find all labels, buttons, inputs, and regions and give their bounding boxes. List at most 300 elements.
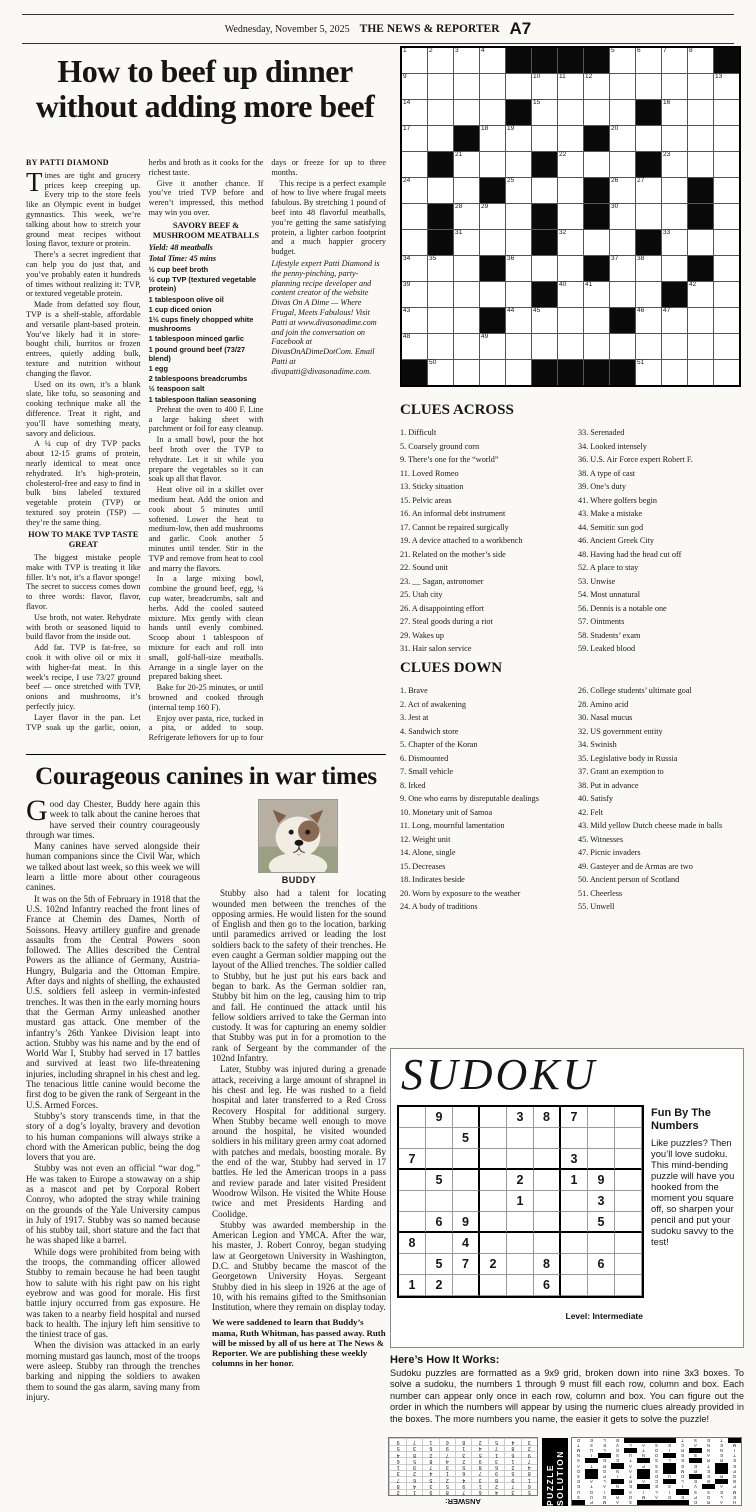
- sudoku-answer-cell: 8: [504, 1445, 520, 1451]
- clues-down-title: CLUES DOWN: [400, 660, 503, 676]
- clue-item: 54. Most unnatural: [578, 590, 641, 599]
- crossword-answer-cell: R: [702, 1500, 715, 1505]
- sudoku-answer-cell: 6: [439, 1438, 455, 1444]
- crossword-answer-cell: [663, 1464, 676, 1469]
- crossword-cell: [506, 282, 531, 307]
- crossword-answer-cell: B: [702, 1479, 715, 1484]
- crossword-cell: [636, 308, 661, 333]
- puzzle-solution-banner: PUZZLE SOLUTION: [542, 1438, 568, 1506]
- crossword-cell: [636, 360, 661, 385]
- crossword-answer-cell: [689, 1474, 702, 1479]
- crossword-answer-cell: O: [585, 1489, 598, 1494]
- article-subhead: SAVORY BEEF & MUSHROOM MEATBALLS: [152, 220, 260, 240]
- article-paragraph: Give it another chance. If you’ve tried TVP before and weren’t impressed, this method may win you over.: [148, 178, 264, 217]
- crossword-number: 2: [429, 47, 433, 54]
- crossword-cell: [402, 126, 427, 151]
- clue-item: 43. Mild yellow Dutch cheese made in balls: [578, 821, 723, 830]
- crossword-answer-cell: S: [624, 1500, 637, 1505]
- article-paragraph: Layer flavor in the pan. Let TVP soak up the garlic, onion, herbs and broth as it cooks for the richest taste.: [26, 158, 264, 732]
- crossword-cell: [506, 230, 531, 255]
- crossword-answer-cell: [702, 1484, 715, 1489]
- sudoku-answer-cell: 9: [422, 1489, 438, 1495]
- clue-item: 15. Pelvic areas: [400, 495, 452, 505]
- sudoku-cell: [507, 1275, 534, 1296]
- sudoku-answer-cell: 3: [422, 1482, 438, 1488]
- crossword-cell: [454, 204, 479, 229]
- crossword-answer-cell: D: [572, 1438, 585, 1443]
- sudoku-promo-text: Like puzzles? Then you’ll love sudoku. This mind-bending puzzle will have you hooked from the moment you square off, so sharpen your pencil and put your sudoku savvy to the test!: [651, 1137, 735, 1247]
- article-paragraph: 1 tablespoon olive oil: [148, 294, 224, 304]
- crossword-answer-cell: N: [572, 1453, 585, 1458]
- sudoku-answer-cell: 1: [504, 1457, 520, 1463]
- crossword-answer-cell: E: [728, 1495, 741, 1500]
- crossword-cell: [610, 178, 635, 203]
- sudoku-cell: [534, 1149, 561, 1170]
- clue-item: 1. Brave: [400, 686, 428, 695]
- sudoku-answer-cell: 7: [455, 1489, 471, 1495]
- clue-item: 33. Serenaded: [578, 428, 625, 437]
- crossword-cell: [454, 152, 479, 177]
- article-paragraph: Lifestyle expert Patti Diamond is the penny-pinching, party-planning recipe developer and content creator of the website Divas On A Dime — Where Frugal, Meets Fabulous! Visit Patti at www.divasonadime.com and join the conversation on Facebook at DivasOnADimeDotCom. Email Patti at divapatti@divasonadime.com.: [271, 258, 380, 376]
- crossword-number: 37: [611, 255, 619, 262]
- article-paragraph: 1½ cups finely chopped white mushrooms: [148, 314, 254, 334]
- crossword-answer-cell: E: [689, 1479, 702, 1484]
- clue-item: 3. Jest at: [400, 713, 429, 722]
- crossword-cell: [532, 48, 557, 73]
- clues-across-title: CLUES ACROSS: [400, 402, 514, 418]
- crossword-cell: [532, 204, 557, 229]
- crossword-answer-cell: P: [598, 1474, 611, 1479]
- crossword-cell: [636, 204, 661, 229]
- sudoku-answer-cell: 4: [422, 1470, 438, 1476]
- crossword-cell: [558, 256, 583, 281]
- crossword-number: 34: [403, 255, 411, 262]
- crossword-answer-cell: P: [728, 1484, 741, 1489]
- crossword-cell: [558, 334, 583, 359]
- crossword-answer-cell: [585, 1458, 598, 1463]
- sudoku-answer-cell: 9: [455, 1482, 471, 1488]
- sudoku-feature: [390, 1048, 744, 1348]
- sudoku-answer-cell: 6: [389, 1457, 405, 1463]
- crossword-answer-cell: S: [689, 1453, 702, 1458]
- sudoku-cell: 3: [588, 1191, 615, 1212]
- crossword-cell: [714, 48, 739, 73]
- crossword-answer-cell: A: [637, 1443, 650, 1448]
- crossword-answer-cell: M: [637, 1495, 650, 1500]
- crossword-cell: [454, 256, 479, 281]
- crossword-answer-cell: S: [572, 1495, 585, 1500]
- clue-item: 42. Felt: [578, 807, 604, 817]
- crossword-answer-cell: I: [663, 1448, 676, 1453]
- crossword-number: 41: [585, 281, 593, 288]
- crossword-answer-cell: H: [728, 1500, 741, 1505]
- crossword-cell: [402, 48, 427, 73]
- crossword-number: 9: [403, 73, 407, 80]
- crossword-answer-cell: I: [676, 1484, 689, 1489]
- crossword-cell: [662, 126, 687, 151]
- crossword-cell: [402, 152, 427, 177]
- sudoku-cell: 3: [507, 1107, 534, 1128]
- crossword-cell: [610, 230, 635, 255]
- sudoku-answer-cell: 6: [521, 1482, 537, 1488]
- sudoku-cell: [615, 1107, 642, 1128]
- crossword-cell: [480, 204, 505, 229]
- crossword-answer-cell: I: [611, 1474, 624, 1479]
- sudoku-answer-cell: 7: [471, 1470, 487, 1476]
- crossword-answer-cell: [611, 1479, 624, 1484]
- sudoku-cell: [507, 1128, 534, 1149]
- crossword-cell: [532, 74, 557, 99]
- crossword-answer-cell: S: [689, 1489, 702, 1494]
- sudoku-cell: [588, 1275, 615, 1296]
- crossword-number: 29: [481, 203, 489, 210]
- crossword-cell: [506, 256, 531, 281]
- sudoku-instructions-text: Sudoku puzzles are formatted as a 9x9 grid, broken down into nine 3x3 boxes. To solve a sudoku, the numbers 1 through 9 must fill each row, column and box. Each number can appear only once in each row, column and box. You can figure out the order in which the numbers will appear by using the numeric clues already provided in the boxes. The more numbers you name, the easier it gets to solve the puzzle!: [390, 1368, 744, 1424]
- crossword-answer-cell: E: [676, 1453, 689, 1458]
- sudoku-answer-cell: 3: [471, 1476, 487, 1482]
- sudoku-answer-cell: 1: [406, 1489, 422, 1495]
- article-paragraph: Many canines have served alongside their human companions since the Civil War, which we talked about last week, so this week we will learn a little more about other courageous canines.: [26, 841, 200, 893]
- crossword-cell: [480, 48, 505, 73]
- crossword-number: 11: [559, 73, 566, 80]
- crossword-answer-cell: V: [689, 1484, 702, 1489]
- crossword-number: 36: [507, 255, 515, 262]
- sudoku-answer-cell: 2: [504, 1464, 520, 1470]
- crossword-answer-cell: T: [702, 1464, 715, 1469]
- crossword-answer-cell: [689, 1448, 702, 1453]
- crossword-cell: [688, 230, 713, 255]
- crossword-cell: [506, 204, 531, 229]
- crossword-answer-cell: S: [663, 1484, 676, 1489]
- sudoku-answer-cell: 2: [439, 1476, 455, 1482]
- sudoku-answer-cell: 9: [389, 1438, 405, 1444]
- clue-item: 57. Ointments: [578, 617, 625, 626]
- sudoku-answer-cell: 8: [439, 1489, 455, 1495]
- crossword-answer-cell: [637, 1500, 650, 1505]
- sudoku-answer-cell: 1: [521, 1476, 537, 1482]
- page-header: [22, 14, 734, 44]
- sudoku-cell: [534, 1191, 561, 1212]
- crossword-answer-cell: T: [624, 1458, 637, 1463]
- sudoku-cell: [615, 1275, 642, 1296]
- crossword-answer-cell: E: [676, 1464, 689, 1469]
- sudoku-answer-cell: 5: [488, 1438, 504, 1444]
- sudoku-cell: [561, 1233, 588, 1254]
- crossword-cell: [428, 230, 453, 255]
- sudoku-cell: [588, 1107, 615, 1128]
- clue-item: 7. Small vehicle: [400, 767, 453, 776]
- sudoku-cell: [588, 1128, 615, 1149]
- sudoku-answer-cell: 4: [406, 1482, 422, 1488]
- clue-item: 9. There’s one for the “world”: [400, 455, 499, 464]
- crossword-answer-cell: B: [728, 1479, 741, 1484]
- clue-item: 59. Leaked blood: [578, 644, 636, 653]
- sudoku-cell: [480, 1149, 507, 1170]
- crossword-answer-cell: P: [728, 1469, 741, 1474]
- crossword-cell: [454, 178, 479, 203]
- crossword-cell: [714, 334, 739, 359]
- sudoku-answer-cell: 5: [389, 1445, 405, 1451]
- crossword-number: 3: [455, 47, 459, 54]
- crossword-cell: [610, 100, 635, 125]
- crossword-number: 49: [481, 333, 489, 340]
- sudoku-answer-cell: 6: [504, 1451, 520, 1457]
- crossword-cell: [402, 256, 427, 281]
- crossword-answer-cell: L: [624, 1443, 637, 1448]
- crossword-answer-cell: G: [598, 1469, 611, 1474]
- crossword-cell: [402, 308, 427, 333]
- crossword-cell: [454, 308, 479, 333]
- crossword-cell: [454, 74, 479, 99]
- crossword-cell: [714, 308, 739, 333]
- article-paragraph: Preheat the oven to 400 F. Line a large baking sheet with parchment or foil for easy cleanup.: [148, 404, 264, 434]
- article-paragraph: Stubby was awarded membership in the American Legion and YMCA. After the war, his master, J. Robert Conroy, began studying law at Georgetown University in Washington, D.C. and Stubby became the mascot of the Georgetown University Hoyas. Sergeant Stubby died in his sleep in 1926 at the age of 10, with his remains gifted to the Smithsonian Institution, where they remain on display today.: [212, 1219, 386, 1313]
- crossword-answer-cell: [611, 1489, 624, 1494]
- sudoku-cell: [453, 1107, 480, 1128]
- crossword-answer-cell: G: [611, 1448, 624, 1453]
- crossword-answer-cell: E: [585, 1438, 598, 1443]
- clue-item: 23. __ Sagan, astronomer: [400, 576, 484, 586]
- sudoku-grid: [397, 1105, 644, 1298]
- sudoku-cell: 7: [399, 1149, 426, 1170]
- crossword-answer-cell: N: [702, 1443, 715, 1448]
- clue-item: 22. Sound unit: [400, 563, 448, 572]
- crossword-number: 32: [559, 229, 567, 236]
- header-page-number: A7: [509, 19, 532, 38]
- clue-item: 31. Hair salon service: [400, 644, 472, 653]
- sudoku-answer-cell: 9: [471, 1457, 487, 1463]
- crossword-answer-cell: S: [650, 1443, 663, 1448]
- crossword-number: 24: [403, 177, 411, 184]
- sudoku-title: SUDOKU: [401, 1050, 598, 1099]
- crossword-cell: [402, 74, 427, 99]
- sudoku-cell: 7: [453, 1254, 480, 1275]
- crossword-solution-grid: [571, 1437, 742, 1506]
- sudoku-cell: [507, 1149, 534, 1170]
- crossword-cell: [428, 48, 453, 73]
- crossword-answer-cell: D: [689, 1500, 702, 1505]
- crossword-cell: [610, 282, 635, 307]
- article-subhead: HOW TO MAKE TVP TASTE GREAT: [28, 530, 139, 550]
- crossword-answer-cell: E: [702, 1474, 715, 1479]
- crossword-number: 21: [455, 151, 463, 158]
- sudoku-answer-cell: 4: [389, 1451, 405, 1457]
- crossword-answer-cell: [624, 1448, 637, 1453]
- clue-item: 5. Coarsely ground corn: [400, 441, 480, 451]
- crossword-cell: [532, 230, 557, 255]
- crossword-answer-cell: A: [650, 1495, 663, 1500]
- crossword-number: 23: [663, 151, 671, 158]
- article-paragraph: ½ cup TVP (textured vegetable protein): [148, 275, 257, 294]
- article-paragraph: Heat olive oil in a skillet over medium heat. Add the onion and cook about 5 minutes until softened. Lower the heat to medium-low, then add mushrooms and garlic. Cook another 5 minutes until tender. Stir in the TVP and remove from heat to cool and marry the flavors.: [148, 485, 264, 573]
- clue-item: 2. Act of awakening: [400, 699, 466, 709]
- crossword-answer-cell: A: [598, 1484, 611, 1489]
- byline: BY PATTI DIAMOND: [26, 158, 109, 167]
- crossword-answer-cell: D: [663, 1495, 676, 1500]
- crossword-answer-cell: [611, 1464, 624, 1469]
- sudoku-cell: [561, 1212, 588, 1233]
- crossword-cell: [662, 48, 687, 73]
- crossword-answer-cell: [650, 1500, 663, 1505]
- crossword-cell: [480, 126, 505, 151]
- buddy-photo-caption: BUDDY: [281, 875, 317, 885]
- sudoku-cell: [507, 1212, 534, 1233]
- crossword-number: 50: [429, 359, 437, 366]
- crossword-answer-cell: E: [598, 1443, 611, 1448]
- clue-column: [400, 428, 568, 658]
- crossword-cell: [584, 178, 609, 203]
- crossword-answer-cell: [689, 1458, 702, 1463]
- sudoku-cell: [615, 1212, 642, 1233]
- crossword-answer-cell: [663, 1453, 676, 1458]
- crossword-answer-cell: I: [728, 1448, 741, 1453]
- article-paragraph: 2 tablespoons breadcrumbs: [148, 374, 248, 384]
- crossword-number: 28: [455, 203, 463, 210]
- sudoku-answer-cell: 9: [406, 1464, 422, 1470]
- sudoku-cell: 8: [399, 1233, 426, 1254]
- clue-item: 17. Cannot be repaired surgically: [400, 522, 509, 532]
- clue-item: 41. Where golfers begin: [578, 495, 657, 505]
- crossword-answer-cell: V: [611, 1443, 624, 1448]
- crossword-cell: [584, 230, 609, 255]
- clue-item: 28. Amino acid: [578, 699, 629, 709]
- sudoku-cell: [453, 1191, 480, 1212]
- clue-item: 44. Semitic sun god: [578, 522, 644, 532]
- clue-item: 47. Picnic invaders: [578, 848, 641, 857]
- sudoku-cell: [426, 1191, 453, 1212]
- crossword-cell: [714, 256, 739, 281]
- crossword-answer-cell: R: [702, 1458, 715, 1463]
- crossword-cell: [636, 126, 661, 151]
- sudoku-answer-cell: 4: [488, 1489, 504, 1495]
- crossword-cell: [584, 100, 609, 125]
- crossword-cell: [558, 308, 583, 333]
- crossword-cell: [428, 152, 453, 177]
- sudoku-cell: 7: [561, 1107, 588, 1128]
- crossword-cell: [428, 308, 453, 333]
- crossword-number: 14: [403, 99, 411, 106]
- crossword-answer-cell: A: [715, 1500, 728, 1505]
- crossword-answer-cell: A: [611, 1500, 624, 1505]
- crossword-cell: [662, 152, 687, 177]
- crossword-answer-cell: I: [598, 1489, 611, 1494]
- crossword-cell: [584, 126, 609, 151]
- crossword-answer-cell: L: [663, 1458, 676, 1463]
- sudoku-answer-cell: 2: [471, 1438, 487, 1444]
- sudoku-cell: [480, 1128, 507, 1149]
- crossword-answer-cell: [637, 1438, 650, 1443]
- clue-item: 25. Utah city: [400, 590, 443, 599]
- clue-item: 26. A disappointing effort: [400, 603, 484, 613]
- sudoku-instructions: [390, 1354, 744, 1425]
- article-paragraph: We were saddened to learn that Buddy’s mama, Ruth Whitman, has passed away. Ruth will be missed by all of us here at The News & Reporter. We are publishing these weekly columns in her honor.: [212, 1317, 386, 1369]
- clue-item: 15. Decreases: [400, 861, 446, 871]
- clue-item: 1. Difficult: [400, 428, 437, 437]
- drop-cap: G: [26, 799, 48, 827]
- crossword-answer-cell: S: [611, 1453, 624, 1458]
- sudoku-answer-cell: 9: [439, 1445, 455, 1451]
- crossword-number: 8: [689, 47, 693, 54]
- sudoku-answer-cell: 9: [504, 1476, 520, 1482]
- sudoku-cell: 2: [480, 1254, 507, 1275]
- crossword-answer-cell: [637, 1484, 650, 1489]
- clue-item: 35. Legislative body in Russia: [578, 753, 678, 763]
- crossword-cell: [532, 152, 557, 177]
- crossword-grid: [400, 46, 741, 387]
- crossword-cell: [506, 308, 531, 333]
- buddy-dog-photo: [258, 799, 338, 873]
- clue-item: 49. Gasteyer and de Armas are two: [578, 861, 693, 871]
- crossword-answer-cell: R: [676, 1448, 689, 1453]
- crossword-cell: [532, 178, 557, 203]
- drop-cap: T: [26, 166, 43, 197]
- crossword-number: 10: [533, 73, 541, 80]
- crossword-number: 35: [429, 255, 437, 262]
- sudoku-answer-cell: 8: [455, 1438, 471, 1444]
- crossword-number: 1: [403, 47, 407, 54]
- crossword-answer-cell: N: [637, 1453, 650, 1458]
- sudoku-solution: [388, 1438, 538, 1506]
- clue-item: 38. A type of cast: [578, 468, 636, 478]
- sudoku-answer-cell: 8: [521, 1470, 537, 1476]
- clue-item: 56. Dennis is a notable one: [578, 603, 667, 613]
- article-paragraph: Later, Stubby was injured during a grenade attack, receiving a large amount of shrapnel in his chest and leg. He was rushed to a field hospital and later transferred to a Red Cross Recovery Hospital for additional surgery. When Stubby became well enough to move around the hospital, he visited wounded soldiers in his military green army coat adorned with patches and medals, boosting morale. By the end of the war, Stubby had served in 17 battles. He led the American troops in a pass and review parade and later visited President Woodrow Wilson. He visited the White House twice and met Presidents Harding and Coolidge.: [212, 1064, 386, 1219]
- crossword-cell: [532, 256, 557, 281]
- clue-item: 32. US government entity: [578, 726, 663, 736]
- crossword-cell: [532, 100, 557, 125]
- sudoku-cell: 8: [534, 1254, 561, 1275]
- crossword-answer-cell: P: [689, 1495, 702, 1500]
- crossword-answer-cell: [598, 1453, 611, 1458]
- sudoku-cell: [480, 1107, 507, 1128]
- crossword-answer-cell: L: [676, 1479, 689, 1484]
- clue-item: 5. Chapter of the Koran: [400, 740, 478, 749]
- sudoku-answer-cell: 9: [488, 1470, 504, 1476]
- crossword-answer-cell: T: [572, 1443, 585, 1448]
- crossword-cell: [402, 178, 427, 203]
- crossword-cell: [428, 126, 453, 151]
- crossword-answer-cell: L: [598, 1438, 611, 1443]
- crossword-answer-cell: O: [650, 1448, 663, 1453]
- crossword-cell: [610, 74, 635, 99]
- crossword-answer-cell: L: [650, 1489, 663, 1494]
- crossword-cell: [402, 230, 427, 255]
- crossword-cell: [636, 282, 661, 307]
- crossword-answer-cell: S: [689, 1438, 702, 1443]
- clue-item: 50. Ancient person of Scotland: [578, 875, 680, 884]
- crossword-number: 40: [559, 281, 567, 288]
- crossword-cell: [714, 282, 739, 307]
- article-paragraph: Enjoy over pasta, rice, tucked in a pita, or added to soup. Refrigerate leftovers for up to four days or freeze for up to three months.: [148, 158, 386, 743]
- sudoku-cell: 8: [534, 1107, 561, 1128]
- crossword-cell: [480, 282, 505, 307]
- sudoku-answer-cell: 3: [488, 1457, 504, 1463]
- sudoku-answer-cell: 3: [504, 1489, 520, 1495]
- clues-across-list: [400, 428, 746, 658]
- crossword-answer-cell: R: [715, 1474, 728, 1479]
- sudoku-cell: [399, 1128, 426, 1149]
- crossword-cell: [688, 204, 713, 229]
- crossword-cell: [688, 282, 713, 307]
- clue-item: 10. Monetary unit of Samoa: [400, 807, 493, 817]
- canines-article: [26, 754, 386, 1506]
- crossword-cell: [558, 152, 583, 177]
- crossword-number: 6: [637, 47, 641, 54]
- clue-item: 24. A body of traditions: [400, 902, 478, 911]
- crossword-cell: [636, 178, 661, 203]
- crossword-cell: [714, 100, 739, 125]
- crossword-cell: [428, 334, 453, 359]
